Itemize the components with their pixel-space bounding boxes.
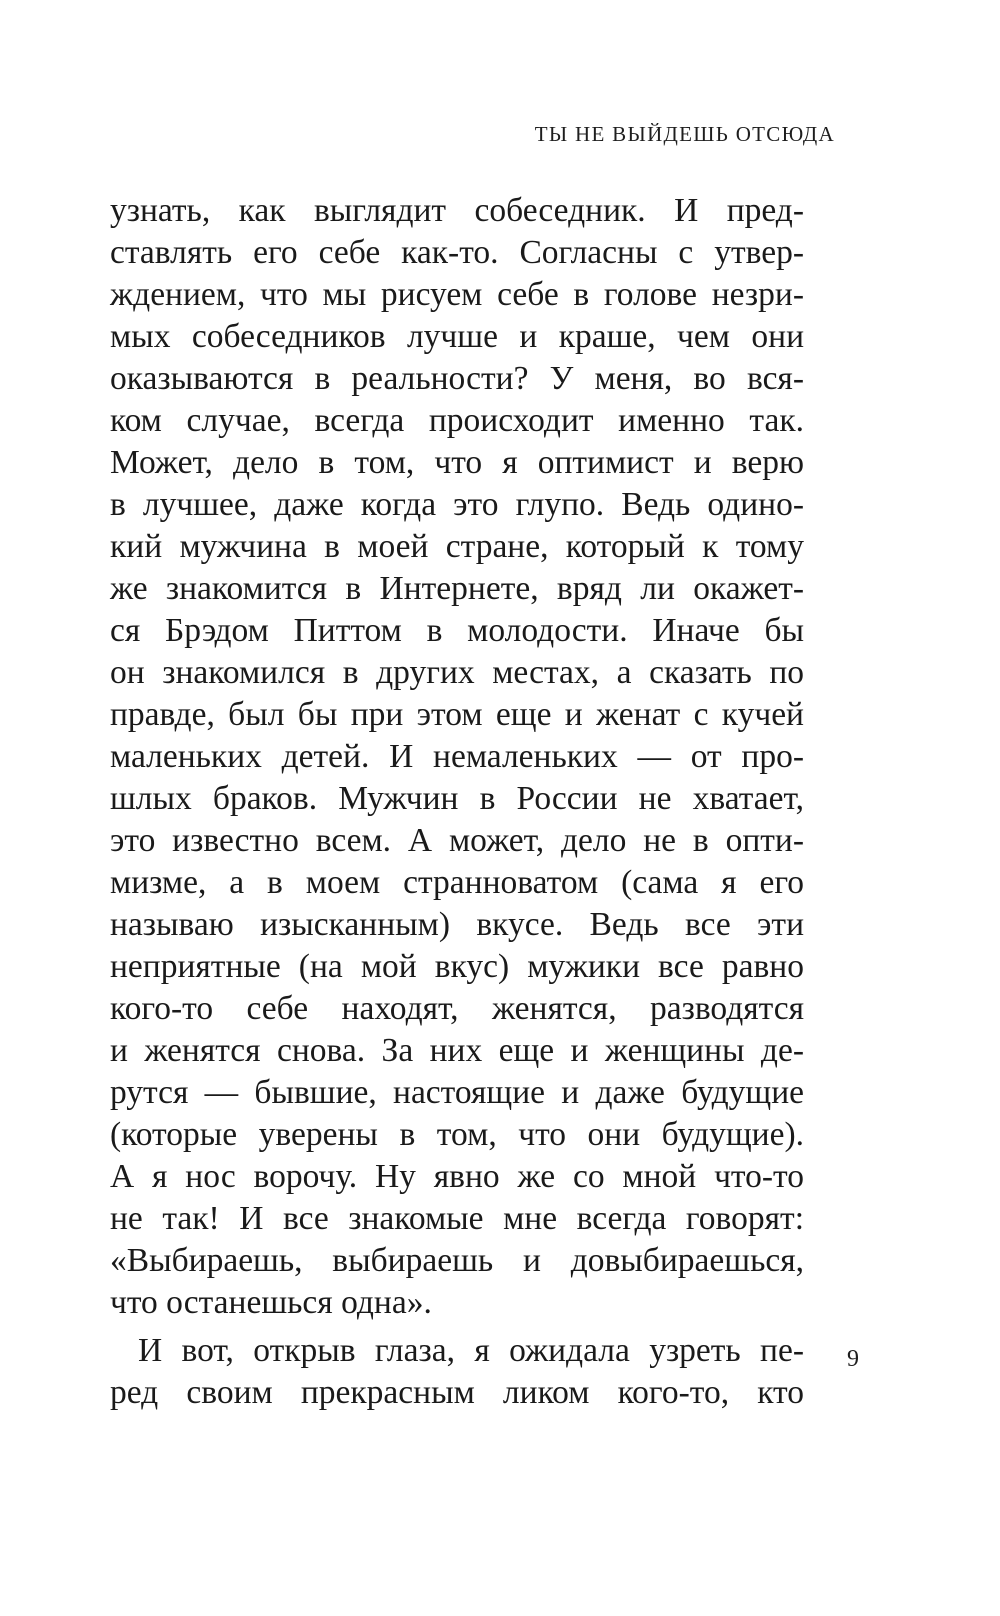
text-line: рутся — бывшие, настоящие и даже будущие [110,1074,804,1111]
text-line: мизме, а в моем странноватом (сама я его [110,864,804,901]
text-line: Может, дело в том, что я оптимист и верю [110,444,804,481]
text-line: не так! И все знакомые мне всегда говорят: [110,1200,804,1237]
text-line: это известно всем. А может, дело не в опти- [110,822,804,859]
text-line: называю изысканным) вкусе. Ведь все эти [110,906,804,943]
text-line: ждением, что мы рисуем себе в голове незри- [110,276,804,313]
text-line: маленьких детей. И немаленьких — от про- [110,738,804,775]
text-line: оказываются в реальности? У меня, во вся- [110,360,804,397]
text-line: он знакомился в других местах, а сказать по [110,654,804,691]
page-number: 9 [847,1346,859,1372]
text-line: «Выбираешь, выбираешь и довыбираешься, [110,1242,804,1279]
body-text [110,190,804,1414]
text-line: А я нос ворочу. Ну явно же со мной что-то [110,1158,804,1195]
text-line: что останешься одна». [110,1284,432,1321]
text-line: же знакомится в Интернете, вряд ли окажет- [110,570,804,607]
text-line: кого-то себе находят, женятся, разводятся [110,990,804,1027]
paragraph-1 [110,190,804,1324]
text-line: (которые уверены в том, что они будущие). [110,1116,804,1153]
text-line: И вот, открыв глаза, я ожидала узреть пе- [138,1332,804,1369]
text-line: ком случае, всегда происходит именно так. [110,402,804,439]
text-line: ся Брэдом Питтом в молодости. Иначе бы [110,612,804,649]
text-line: в лучшее, даже когда это глупо. Ведь одино- [110,486,804,523]
text-line: кий мужчина в моей стране, который к тому [110,528,804,565]
text-line: ставлять его себе как-то. Согласны с утвер- [110,234,804,271]
paragraph-2 [110,1330,804,1414]
text-line: неприятные (на мой вкус) мужики все равно [110,948,804,985]
text-line: шлых браков. Мужчин в России не хватает, [110,780,804,817]
running-head: ТЫ НЕ ВЫЙДЕШЬ ОТСЮДА [534,122,835,146]
text-line: ред своим прекрасным ликом кого-то, кто [110,1374,804,1411]
text-line: узнать, как выглядит собеседник. И пред- [110,192,804,229]
text-line: правде, был бы при этом еще и женат с кучей [110,696,804,733]
text-line: мых собеседников лучше и краше, чем они [110,318,804,355]
text-line: и женятся снова. За них еще и женщины де- [110,1032,804,1069]
